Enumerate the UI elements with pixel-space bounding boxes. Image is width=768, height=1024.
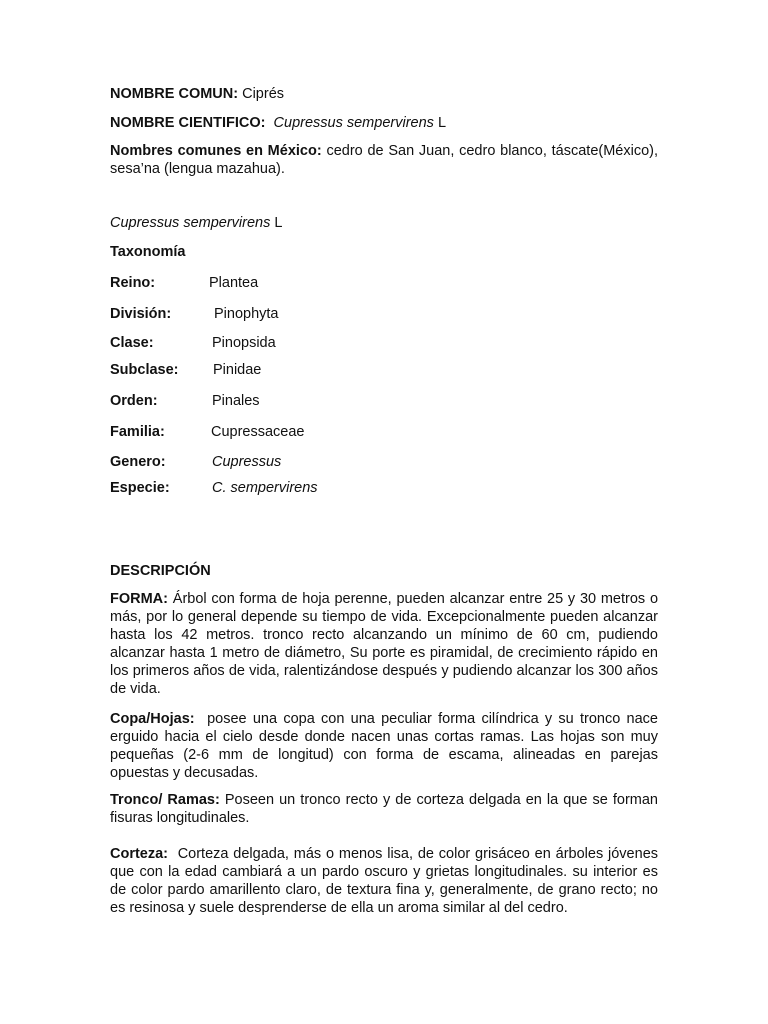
species-author: L: [274, 215, 283, 231]
mexico-names-value: cedro de San Juan, cedro blanco, táscate(México), sesa’na (lengua mazahua).: [110, 143, 659, 177]
taxonomy-heading: Taxonomía: [110, 244, 186, 260]
scientific-name-value: Cupressus sempervirens: [273, 115, 434, 131]
taxonomy-value: Pinidae: [213, 362, 262, 378]
taxonomy-value: Pinopsida: [212, 335, 276, 351]
scientific-name-label: NOMBRE CIENTIFICO:: [110, 115, 266, 131]
scientific-name-line: [110, 114, 658, 132]
species-line: [110, 214, 658, 232]
corteza-label: Corteza:: [110, 846, 169, 862]
tronco-paragraph: [110, 791, 658, 827]
tronco-label: Tronco/ Ramas:: [110, 792, 220, 808]
description-heading: DESCRIPCIÓN: [110, 563, 211, 579]
forma-label: FORMA:: [110, 591, 168, 607]
document-page: NOMBRE COMUN: Ciprés NOMBRE CIENTIFICO: Cupressus sempervirens L Nombres comunes en México: cedro de San Juan, cedro blanco, táscate(México), sesa’na (lengua mazahua). Cupressus sempervirens L Taxonomía Reino: Plantea División: Pinophyta Clase: Pinopsida Subclase: Pinidae Orden: Pinales Familia: Cupressaceae Genero: Cupressus Especie: C. sempervirens DESCRIPCIÓN FORMA: Árbol con forma de hoja perenne, pueden alcanzar entre 25 y 30 metros o más, por lo general depende su tiempo de vida. Excepcionalmente pueden alcanzar hasta los 42 metros. tronco recto alcanzando un mínimo de 60 cm, pudiendo alcanzar hasta 1 metro de diámetro, Su porte es piramidal, de crecimiento rápido en los primeros años de vida, ralentizándose después y pudiendo alcanzar los 300 años de vida. Copa/Hojas: posee una copa con una peculiar forma cilíndrica y su tronco nace erguido hacia el cielo desde donde nacen unas cortas ramas. Las hojas son muy pequeñas (2-6 mm de longitud) con forma de escama, alineadas en parejas opuestas y decusadas. Tronco/ Ramas: Poseen un tronco recto y de corteza delgada en la que se forman fisuras longitudinales. Corteza: Corteza delgada, más o menos lisa, de color grisáceo en árboles jóvenes que con la edad cambiará a un pardo oscuro y grietas longitudinales. su interior es de color pardo amarillento claro, de textura fina y, generalmente, de grano recto; no es resinosa y suele desprenderse de ella un aroma similar al del cedro.: [110, 86, 659, 916]
description-heading-line: [110, 562, 658, 580]
taxonomy-value: Pinophyta: [214, 306, 279, 322]
taxonomy-value: Cupressaceae: [211, 424, 305, 440]
taxonomy-value: Pinales: [212, 393, 260, 409]
taxonomy-heading-line: [110, 243, 658, 261]
taxonomy-value: Cupressus: [212, 454, 282, 470]
copa-paragraph: [110, 710, 658, 782]
tronco-text: Poseen un tronco recto y de corteza delgada en la que se forman fisuras longitudinales.: [110, 792, 658, 826]
common-name-value: Ciprés: [242, 86, 285, 102]
scientific-name-author: L: [437, 115, 447, 131]
common-name-line: [110, 85, 658, 103]
species-name: Cupressus sempervirens: [110, 215, 271, 231]
taxonomy-value: Plantea: [209, 275, 259, 291]
corteza-text: Corteza delgada, más o menos lisa, de color grisáceo en árboles jóvenes que con la edad cambiará a un pardo oscuro y grietas longitudinales. su interior es de color pardo amarillento claro, de textura fina y, generalmente, de grano recto; no es resinosa y suele desprenderse de ella un aroma similar al del cedro.: [110, 846, 659, 916]
taxonomy-value: C. sempervirens: [212, 480, 318, 496]
copa-text: posee una copa con una peculiar forma cilíndrica y su tronco nace erguido hacia el cielo desde donde nacen unas cortas ramas. Las hojas son muy pequeñas (2-6 mm de longitud) con forma de escama, alineadas en parejas opuestas y decusadas.: [110, 711, 658, 781]
copa-label: Copa/Hojas:: [110, 711, 195, 727]
mexico-names-label: Nombres comunes en México:: [110, 143, 322, 159]
forma-text: Árbol con forma de hoja perenne, pueden alcanzar entre 25 y 30 metros o más, por lo general depende su tiempo de vida. Excepcionalmente pueden alcanzar hasta los 42 metros. tronco recto alcanzando un mínimo de 60 cm, pudiendo alcanzar hasta 1 metro de diámetro, Su porte es piramidal, de crecimiento rápido en los primeros años de vida, ralentizándose después y pudiendo alcanzar los 300 años de vida.: [110, 591, 659, 697]
forma-paragraph: [110, 590, 658, 698]
mexico-names-paragraph: [110, 142, 658, 178]
corteza-paragraph: [110, 845, 658, 917]
common-name-label: NOMBRE COMUN:: [110, 86, 239, 102]
